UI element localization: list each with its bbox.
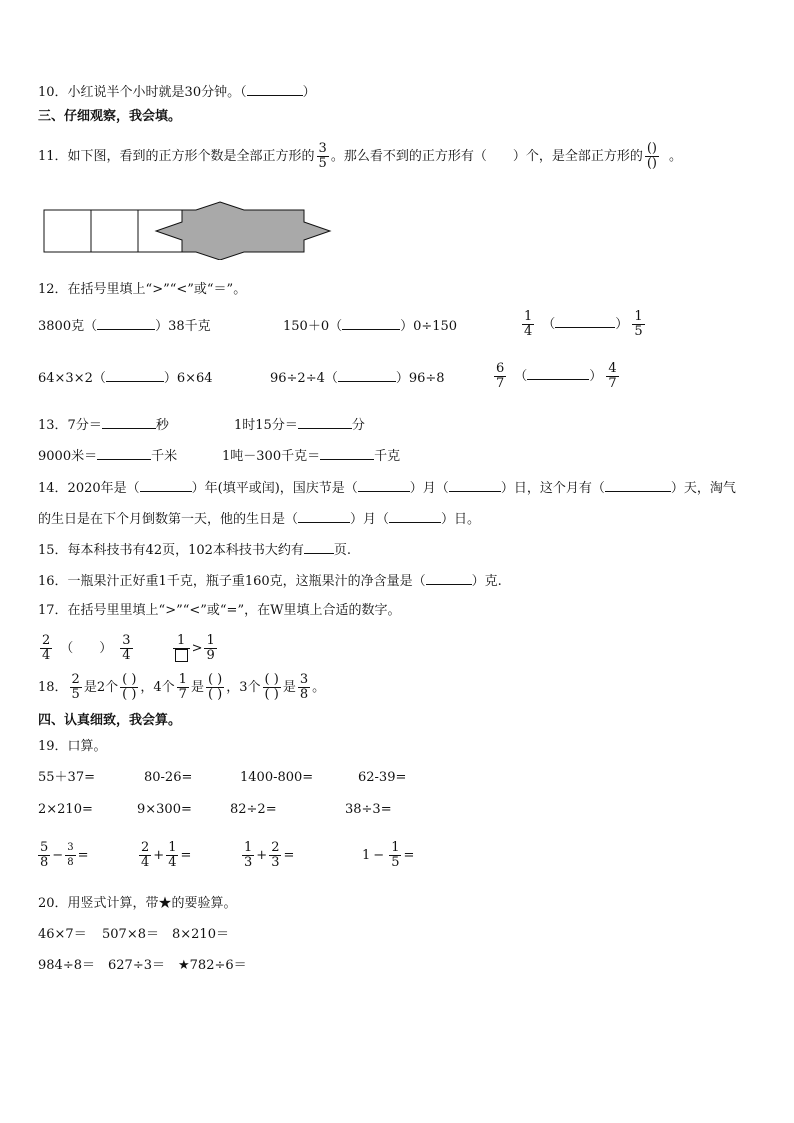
q13-a-blank[interactable] [102, 416, 156, 429]
q19-r1-3: 1400-800= [240, 770, 314, 785]
q13-d: 1吨－300千克＝ 千克 [222, 449, 401, 464]
q20-r2-2: 627÷3＝ [108, 958, 165, 973]
q12-row1-a: 3800克（ ）38千克 [38, 319, 211, 334]
question-20-title: 20．用竖式计算，带★的要验算。 [38, 896, 237, 911]
question-18: 18． $\frac{2}{5}$ 是2个 $\frac{( )}{( )}$ ，4个 $\frac{1}{7}$ 是 $\frac{( )}{( )}$ ，3个 $\frac{( )}{( )}$ 是 $\frac{3}{8}$ 。 [38, 672, 326, 702]
question-12-title: 12．在括号里填上“>”“<”或“＝”。 [38, 282, 247, 297]
q17-fraction-square[interactable]: 1 [173, 634, 190, 663]
q12-row2-b: 96÷2÷4（ ）96÷8 [270, 371, 445, 386]
q13-a: 13．7分＝ 秒 [38, 418, 169, 433]
q19-r1-1: 55＋37= [38, 770, 95, 785]
square-2 [91, 210, 138, 252]
q13-c: 9000米＝ 千米 [38, 449, 178, 464]
q17-row: $\frac{2}{4}$ （ ） $\frac{3}{4}$ 1 > $\frac{1}{9}$ [42, 633, 215, 663]
q19-r2-3: 82÷2= [230, 802, 277, 817]
q14-blank-2[interactable] [358, 479, 410, 492]
q20-r1-1: 46×7＝ [38, 927, 87, 942]
q19-r2-4: 38÷3= [345, 802, 392, 817]
question-17-title: 17．在括号里里填上“>”“<”或“=”，在W里填上合适的数字。 [38, 603, 401, 618]
q12-r1b-blank[interactable] [342, 317, 400, 330]
q10-close: ） [302, 85, 316, 100]
q12-row2-a: 64×3×2（ ）6×64 [38, 371, 213, 386]
q10-text: 10．小红说半个小时就是30分钟。（ [38, 85, 247, 100]
q18-blank-fraction-1[interactable]: $\frac{( )}{( )}$ [122, 672, 137, 702]
q20-r1-3: 8×210＝ [172, 927, 229, 942]
q14-line2: 的生日是在下个月倒数第一天，他的生日是（ ）月（ ）日。 [38, 512, 481, 527]
q16-blank[interactable] [426, 572, 472, 585]
q12-row1-c: $\frac{1}{4}$ （ ） $\frac{1}{5}$ [524, 309, 643, 339]
q13-b-blank[interactable] [298, 416, 352, 429]
q14-blank-3[interactable] [449, 479, 501, 492]
q11-text-c: 。 [669, 149, 683, 164]
q12-r1c-blank[interactable] [555, 315, 615, 328]
hiding-star-shape [156, 202, 330, 260]
section-4-heading: 四、认真细致，我会算。 [38, 713, 182, 728]
q11-fraction: $\frac{3}{5}$ [318, 141, 327, 171]
question-19-title: 19．口算。 [38, 739, 107, 754]
q20-r1-2: 507×8＝ [102, 927, 159, 942]
q19-r2-2: 9×300= [137, 802, 192, 817]
q14-blank-4[interactable] [605, 479, 671, 492]
q14-blank-1[interactable] [140, 479, 192, 492]
q13-c-blank[interactable] [97, 447, 151, 460]
q12-r2a-blank[interactable] [106, 369, 164, 382]
q19-r3-3: $\frac{1}{3}$ + $\frac{2}{3}$ = [244, 840, 295, 870]
q12-r2b-blank[interactable] [338, 369, 396, 382]
question-15: 15．每本科技书有42页，102本科技书大约有 页. [38, 543, 352, 558]
section-3-heading: 三、仔细观察，我会填。 [38, 109, 182, 124]
q19-r1-4: 62-39= [358, 770, 407, 785]
q14-blank-6[interactable] [389, 510, 441, 523]
q13-d-blank[interactable] [320, 447, 374, 460]
q15-blank[interactable] [304, 541, 334, 554]
q12-r2c-blank[interactable] [527, 367, 589, 380]
question-11 [38, 137, 682, 177]
q11-text-b: 。那么看不到的正方形有（ ）个，是全部正方形的 [330, 149, 643, 164]
q19-r3-2: $\frac{2}{4}$ + $\frac{1}{4}$ = [141, 840, 192, 870]
q18-blank-fraction-2[interactable]: $\frac{( )}{( )}$ [207, 672, 223, 702]
question-10 [38, 83, 316, 101]
q11-answer-fraction[interactable]: $\frac{()}{()}$ [646, 141, 657, 171]
q19-r3-4: 1 − $\frac{1}{5}$ = [362, 840, 415, 870]
q13-b: 1时15分＝ 分 [234, 418, 365, 433]
q12-row1-b: 150＋0（ ）0÷150 [283, 319, 458, 334]
question-16: 16．一瓶果汁正好重1千克，瓶子重160克，这瓶果汁的净含量是（ ）克. [38, 574, 502, 589]
q14-blank-5[interactable] [298, 510, 350, 523]
q20-r2-1: 984÷8＝ [38, 958, 95, 973]
q11-squares-figure [40, 198, 340, 260]
q19-r1-2: 80-26= [144, 770, 193, 785]
q17-paren-blank[interactable]: （ ） [60, 641, 113, 656]
q12-r1a-blank[interactable] [97, 317, 155, 330]
q12-row2-c: $\frac{6}{7}$ （ ） $\frac{4}{7}$ [496, 361, 617, 391]
q10-answer-blank[interactable] [247, 83, 303, 96]
q18-blank-fraction-3[interactable]: $\frac{( )}{( )}$ [264, 672, 279, 702]
q20-r2-3: ★782÷6＝ [178, 958, 247, 973]
q14-line1: 14．2020年是（ ）年(填平或闰)，国庆节是（ ）月（ ）日，这个月有（ ）天，淘气 [38, 481, 736, 496]
q11-text-a: 11．如下图，看到的正方形个数是全部正方形的 [38, 149, 315, 164]
square-1 [44, 210, 91, 252]
q19-r2-1: 2×210= [38, 802, 93, 817]
q17-square-box[interactable] [175, 649, 188, 662]
q19-r3-1: $\frac{5}{8}$ − $\frac{3}{8}$ = [40, 840, 89, 870]
